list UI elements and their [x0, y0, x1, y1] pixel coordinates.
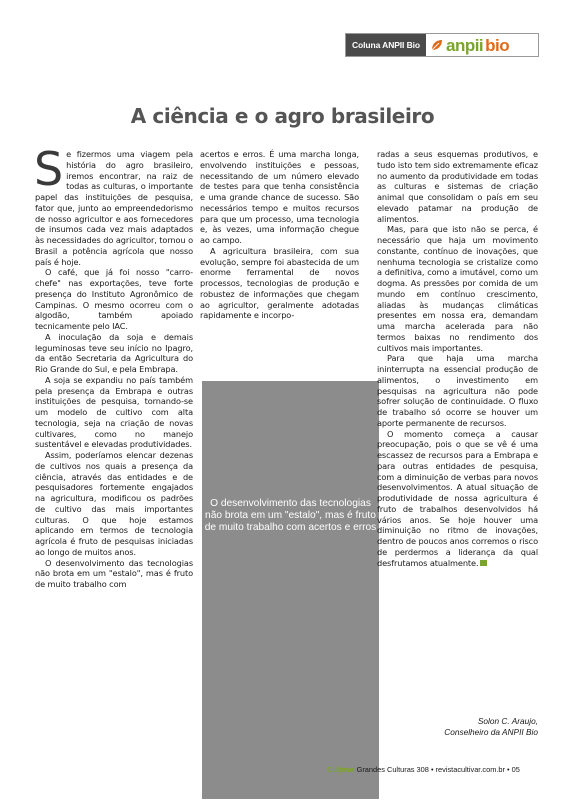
paragraph: O café, que já foi nosso "carro-chefe" nas exportações, teve forte presença do Instituto Agronômico de Campinas. O mesmo ocorreu com o algodão, também apoiado tecnicamente pelo IAC. — [35, 267, 193, 331]
author-role: Conselheiro da ANPII Bio — [444, 727, 538, 737]
drop-cap: S — [34, 142, 64, 196]
pull-quote-text: O desenvolvimento das tecnologias não brota em um "estalo", mas é fruto de muito trabalho com acertos e erros — [204, 498, 377, 533]
footer-text: Grandes Culturas 308 • revistacultivar.com.br • 05 — [354, 765, 520, 774]
article-column-2 — [200, 149, 359, 321]
column-header — [345, 33, 539, 57]
paragraph — [34, 142, 193, 267]
paragraph: A agricultura brasileira, com sua evolução, sempre foi abastecida de um enorme ferramental de novos processos, tecnologias de produção e robustez de informações que chegam ao agricultor, geralmente adotadas rapidamente e incorpo- — [200, 245, 359, 321]
article-title: A ciência e o agro brasileiro — [130, 104, 435, 128]
paragraph: A inoculação da soja e demais leguminosas teve seu início no Ipagro, da então Secretaria da Agricultura do Rio Grande do Sul, e pela Embrapa. — [35, 331, 193, 374]
page-footer — [327, 765, 520, 774]
end-mark-icon — [480, 560, 487, 566]
paragraph: radas a seus esquemas produtivos, e tudo isto tem sido extremamente eficaz no aumento da produtividade em todas as culturas e sistemas de criação animal que consolidam o país em seu elevado patamar na produção de alimentos. — [377, 149, 538, 224]
column-tag: Coluna ANPII Bio — [346, 34, 426, 56]
pull-quote-box — [202, 381, 379, 799]
paragraph: Mas, para que isto não se perca, é necessário que haja um movimento constante, contínuo de inovações, que nenhuma tecnologia se cristalize como a definitiva, como a imutável, como um dogma. As pressões por comida de um mundo em contínuo crescimento, aliadas às mudanças climáticas presentes em nossa era, demandam uma marcha acelerada para não termos baixas no rendimento dos cultivos mais importantes. — [377, 224, 538, 353]
paragraph: Para que haja uma marcha ininterrupta na essencial produção de alimentos, o investimento em pesquisas na agricultura não pode sofrer solução de continuidade. O fluxo de trabalho só ocorre se houver um aporte permanente de recursos. — [377, 353, 538, 428]
paragraph: O desenvolvimento das tecnologias não brota em um "estalo", mas é fruto de muito trabalho com — [35, 557, 193, 589]
author-signature — [444, 716, 538, 738]
paragraph: Assim, poderíamos elencar dezenas de cultivos nos quais a presença da ciência, através das entidades e de pesquisadores fortemente engajados na agricultura, modificou os padrões de cultivo das mais importantes culturas. O que hoje estamos aplicando em termos de tecnologia agrícola é fruto de pesquisas iniciadas ao longo de muitos anos. — [35, 450, 193, 557]
logo-bio-text: bio — [485, 35, 510, 55]
paragraph-text: O momento começa a causar preocupação, pois o que se vê é uma escassez de recursos para a Embrapa e para outras entidades de pesquisa, com a diminuição de verbas para novos desenvolvimentos. A atual situação de produtividade de nossa agricultura é fruto de trabalhos desenvolvidos há vários anos. Se hoje houver uma diminuição no ritmo de inovações, dentro de poucos anos corremos o risco de perdermos a liderança da qual desfrutamos atualmente. — [377, 428, 538, 568]
leaf-icon — [430, 38, 444, 52]
footer-brand: Cultivar — [327, 765, 355, 774]
anpii-bio-logo — [426, 34, 509, 56]
paragraph: A soja se expandiu no país também pela presença da Embrapa e outras instituições de pesquisa, tornando-se um modelo de cultivo com alta tecnologia, seja na criação de novas cultivares, como no manejo sustentável e elevadas produtividades. — [35, 374, 193, 450]
paragraph-text: e fizermos uma viagem pela história do agro brasileiro, iremos encontrar, na raiz de todas as culturas, o importante papel das instituições de pesquisa, fator que, junto ao empreendedorismo de nosso agricultor e aos fornecedores de insumos cada vez mais adaptados às necessidades do agricultor, tornou o Brasil a potência agrícola que nosso país é hoje. — [35, 149, 193, 267]
logo-anpii-text: anpii — [445, 35, 484, 55]
paragraph — [377, 429, 538, 569]
article-column-1 — [34, 142, 193, 590]
paragraph: acertos e erros. É uma marcha longa, envolvendo instituições e pessoas, necessitando de um número elevado de testes para que tenha consistência e uma grande chance de sucesso. São necessários tempo e muitos recursos para que um processo, uma tecnologia e, às vezes, uma informação chegue ao campo. — [200, 149, 359, 245]
article-column-3 — [377, 149, 538, 568]
author-name: Solon C. Araujo, — [477, 716, 538, 726]
